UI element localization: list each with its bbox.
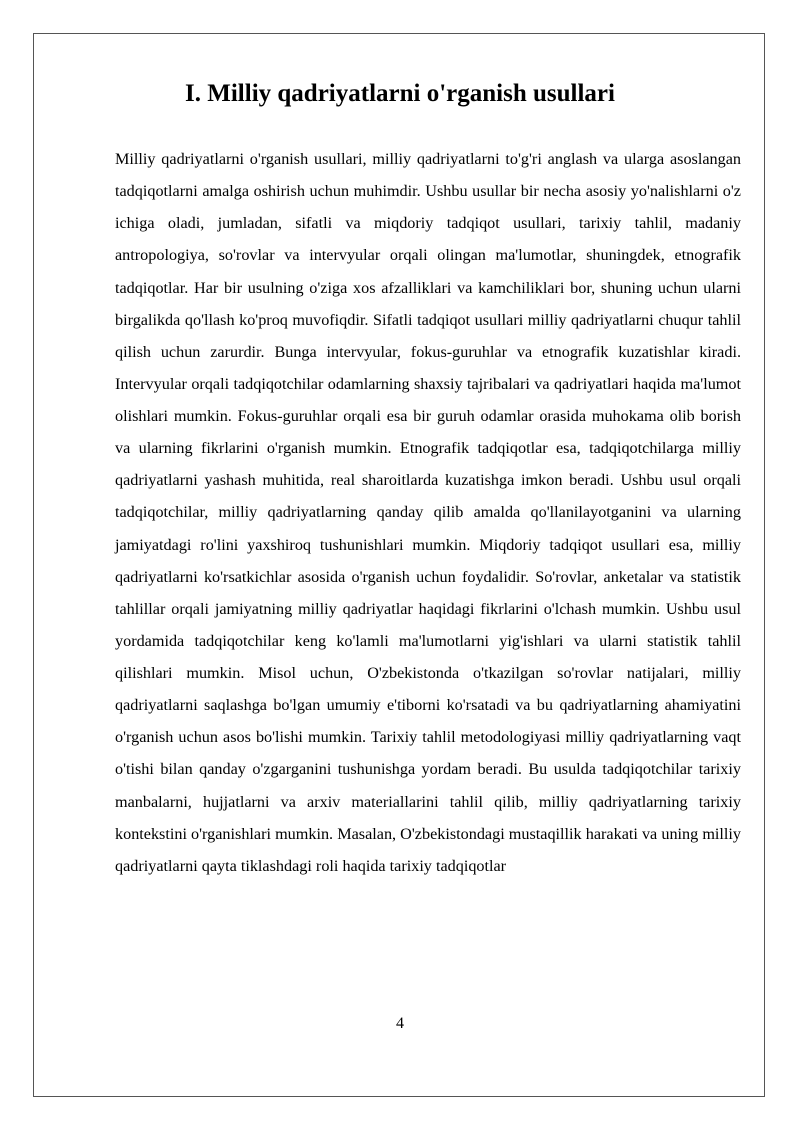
page-title: I. Milliy qadriyatlarni o'rganish usullari	[185, 80, 615, 107]
page-number: 4	[396, 1015, 404, 1032]
body-paragraph: Milliy qadriyatlarni o'rganish usullari, milliy qadriyatlarni to'g'ri anglash va ularga asoslangan tadqiqotlarni amalga oshirish uchun muhimdir. Ushbu usullar bir necha asosiy yo'nalishlarni o'z ichiga oladi, jumladan, sifatli va miqdoriy tadqiqot usullari, tarixiy tahlil, madaniy antropologiya, so'rovlar va intervyular orqali olingan ma'lumotlar, shuningdek, etnografik tadqiqotlar. Har bir usulning o'ziga xos afzalliklari va kamchiliklari bor, shuning uchun ularni birgalikda qo'llash ko'proq muvofiqdir. Sifatli tadqiqot usullari milliy qadriyatlarni chuqur tahlil qilish uchun zarurdir. Bunga intervyular, fokus-guruhlar va etnografik kuzatishlar kiradi. Intervyular orqali tadqiqotchilar odamlarning shaxsiy tajribalari va qadriyatlari haqida ma'lumot olishlari mumkin. Fokus-guruhlar orqali esa bir guruh odamlar orasida muhokama olib borish va ularning fikrlarini o'rganish mumkin. Etnografik tadqiqotlar esa, tadqiqotchilarga milliy qadriyatlarni yashash muhitida, real sharoitlarda kuzatishga imkon beradi. Ushbu usul orqali tadqiqotchilar, milliy qadriyatlarning qanday qilib amalda qo'llanilayotganini va ularning jamiyatdagi ro'lini yaxshiroq tushunishlari mumkin. Miqdoriy tadqiqot usullari esa, milliy qadriyatlarni ko'rsatkichlar asosida o'rganish uchun foydalidir. So'rovlar, anketalar va statistik tahlillar orqali jamiyatning milliy qadriyatlar haqidagi fikrlarini o'lchash mumkin. Ushbu usul yordamida tadqiqotchilar keng ko'lamli ma'lumotlarni yig'ishlari va ularni statistik tahlil qilishlari mumkin. Misol uchun, O'zbekistonda o'tkazilgan so'rovlar natijalari, milliy qadriyatlarni saqlashga bo'lgan umumiy e'tiborni ko'rsatadi va bu qadriyatlarning ahamiyatini o'rganish uchun asos bo'lishi mumkin. Tarixiy tahlil metodologiyasi milliy qadriyatlarning vaqt o'tishi bilan qanday o'zgarganini tushunishga yordam beradi. Bu usulda tadqiqotchilar tarixiy manbalarni, hujjatlarni va arxiv materiallarini tahlil qilib, milliy qadriyatlarning tarixiy kontekstini o'rganishlari mumkin. Masalan, O'zbekistondagi mustaqillik harakati va uning milliy qadriyatlarni qayta tiklashdagi roli haqida tarixiy tadqiqotlar	[115, 150, 741, 875]
